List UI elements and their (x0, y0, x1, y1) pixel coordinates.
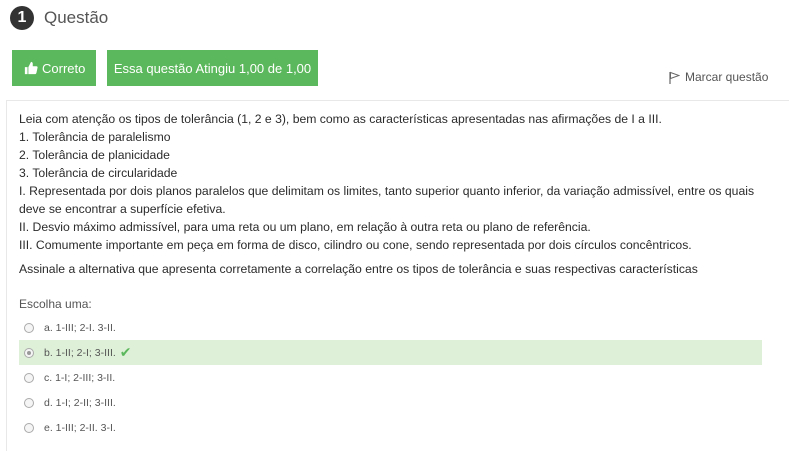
question-item: 2. Tolerância de planicidade (19, 148, 170, 162)
question-intro: Leia com atenção os tipos de tolerância (1, 2 e 3), bem como as características apresentadas nas afirmações de I a III. (19, 112, 662, 126)
answer-option-e[interactable] (19, 415, 762, 440)
question-content (6, 100, 789, 451)
thumbs-up-icon (24, 61, 38, 75)
question-header (10, 6, 108, 30)
question-text (19, 110, 769, 278)
answer-option-c[interactable] (19, 365, 762, 390)
flag-label: Marcar questão (685, 70, 769, 84)
answer-radio[interactable] (24, 323, 34, 333)
answer-label: c. 1-I; 2-III; 3-II. (44, 371, 116, 384)
score-label: Essa questão Atingiu 1,00 de 1,00 (113, 60, 312, 76)
answer-option-d[interactable] (19, 390, 762, 415)
answer-label: b. 1-II; 2-I; 3-III. (44, 346, 116, 359)
answer-label: e. 1-III; 2-II. 3-I. (44, 421, 116, 434)
question-item: I. Representada por dois planos paralelos que delimitam os limites, tanto superior quanto inferior, da variação admissível, entre os quais deve se encontrar a superfície efetiva. (19, 184, 755, 216)
answer-radio[interactable] (24, 373, 34, 383)
question-item: III. Comumente importante em peça em forma de disco, cilindro ou cone, sendo representada por dois círculos concêntricos. (19, 238, 692, 252)
question-title: Questão (44, 8, 109, 27)
answer-radio[interactable] (24, 423, 34, 433)
answer-label: a. 1-III; 2-I. 3-II. (44, 321, 116, 334)
flag-icon (669, 71, 680, 84)
answer-list (19, 315, 762, 440)
answer-option-a[interactable] (19, 315, 762, 340)
correct-badge (12, 50, 96, 86)
question-number: 1 (10, 6, 34, 30)
answer-radio[interactable] (24, 398, 34, 408)
question-prompt: Assinale a alternativa que apresenta corretamente a correlação entre os tipos de tolerância e suas respectivas características (19, 262, 698, 276)
question-item: 3. Tolerância de circularidade (19, 166, 178, 180)
flag-question-link[interactable] (669, 70, 768, 84)
question-item: 1. Tolerância de paralelismo (19, 130, 171, 144)
question-item: II. Desvio máximo admissível, para uma reta ou um plano, em relação à outra reta ou plano de referência. (19, 220, 591, 234)
answer-label: d. 1-I; 2-II; 3-III. (44, 396, 116, 409)
answer-radio[interactable] (24, 348, 34, 358)
answer-option-b[interactable] (19, 340, 762, 365)
checkmark-icon: ✔ (119, 344, 132, 360)
correct-label: Correto (42, 60, 86, 76)
choose-one-label: Escolha uma: (19, 297, 92, 311)
score-badge (107, 50, 318, 86)
